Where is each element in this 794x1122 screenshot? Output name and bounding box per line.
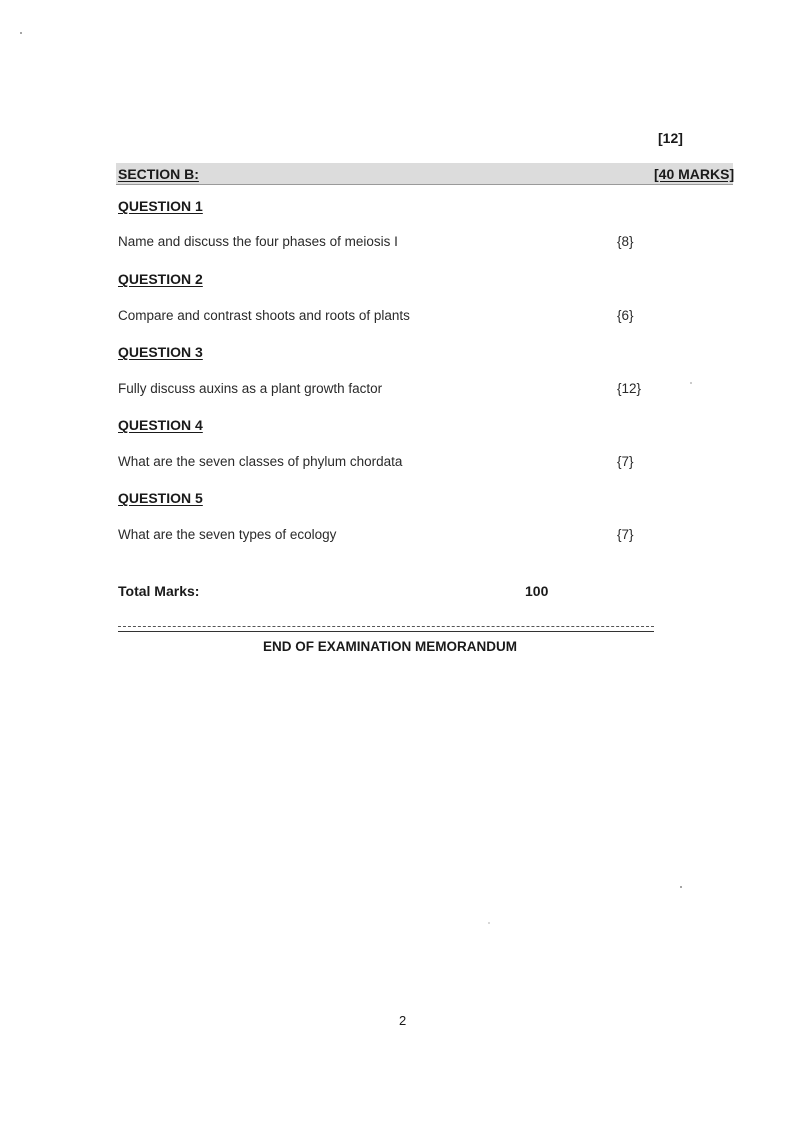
- question-2-text: Compare and contrast shoots and roots of plants: [118, 308, 410, 323]
- question-5-marks: {7}: [617, 527, 634, 542]
- question-4-text: What are the seven classes of phylum chordata: [118, 454, 403, 469]
- scan-speck: [20, 32, 22, 34]
- section-title: SECTION B:: [118, 166, 199, 182]
- page-number: 2: [399, 1013, 407, 1028]
- section-header-band: [116, 163, 733, 184]
- question-5-heading: QUESTION 5: [118, 490, 203, 506]
- scan-speck: [488, 922, 490, 924]
- question-4-heading: QUESTION 4: [118, 417, 203, 433]
- previous-section-marks: [12]: [658, 130, 683, 146]
- question-4-marks: {7}: [617, 454, 634, 469]
- question-1-marks: {8}: [617, 234, 634, 249]
- end-of-memorandum: END OF EXAMINATION MEMORANDUM: [263, 639, 517, 654]
- solid-divider: [118, 631, 654, 632]
- scan-speck: [690, 382, 692, 384]
- question-2-heading: QUESTION 2: [118, 271, 203, 287]
- question-1-text: Name and discuss the four phases of meiosis I: [118, 234, 398, 249]
- question-3-marks: {12}: [617, 381, 642, 396]
- dashed-divider: [118, 626, 654, 627]
- total-marks-label: Total Marks:: [118, 583, 200, 599]
- question-3-heading: QUESTION 3: [118, 344, 203, 360]
- section-divider: [116, 184, 733, 185]
- question-1-heading: QUESTION 1: [118, 198, 203, 214]
- section-total-marks: [40 MARKS]: [654, 166, 735, 182]
- total-marks-value: 100: [525, 583, 549, 599]
- question-3-text: Fully discuss auxins as a plant growth factor: [118, 381, 383, 396]
- question-5-text: What are the seven types of ecology: [118, 527, 337, 542]
- question-2-marks: {6}: [617, 308, 634, 323]
- scan-speck: [680, 886, 682, 888]
